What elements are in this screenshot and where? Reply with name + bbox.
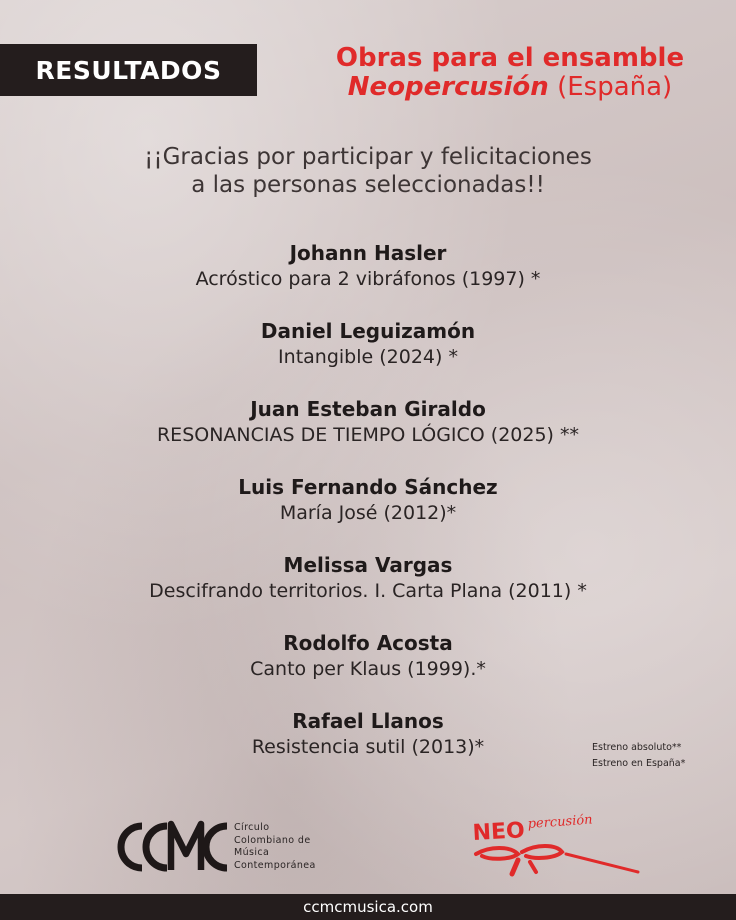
work-title: Resistencia sutil (2013)* (251, 736, 485, 758)
list-item (0, 240, 736, 318)
work-title: Canto per Klaus (1999).* (250, 658, 486, 680)
list-item (0, 396, 736, 474)
list-item (0, 474, 736, 552)
composer-name: Rafael Llanos (292, 709, 444, 733)
composer-name: Johann Hasler (289, 241, 447, 265)
composer-name: Juan Esteban Giraldo (250, 397, 486, 421)
neopercusion-logo (470, 810, 645, 882)
thanks-line1: ¡¡Gracias por participar y felicitaciones (144, 144, 592, 170)
work-title: RESONANCIAS DE TIEMPO LÓGICO (2025) ** (156, 424, 580, 446)
ensemble-name: Neopercusión (347, 72, 549, 102)
legend (592, 740, 685, 772)
ccmc-line3: Música (234, 847, 270, 858)
thanks-line2: a las personas seleccionadas!! (191, 172, 545, 198)
composer-name: Luis Fernando Sánchez (238, 475, 498, 499)
header-country: (España) (548, 72, 673, 102)
header-line1: Obras para el ensamble (335, 43, 685, 73)
legend-spain-premiere: Estreno en España* (592, 758, 686, 769)
list-item (0, 318, 736, 396)
ccmc-line2: Colombiano de (234, 834, 311, 846)
work-title: María José (2012)* (279, 502, 457, 524)
list-item (0, 552, 736, 630)
header-line2 (300, 73, 720, 102)
ccmc-name (234, 822, 316, 872)
composer-name: Rodolfo Acosta (283, 631, 453, 655)
thanks-message (0, 143, 736, 199)
ccmc-logo (115, 818, 230, 876)
list-item (0, 630, 736, 708)
results-badge: RESULTADOS (0, 44, 257, 96)
composer-name: Melissa Vargas (283, 553, 453, 577)
legend-world-premiere: Estreno absoluto** (592, 742, 682, 753)
svg-text:NEO: NEO (472, 818, 526, 846)
work-title: Acróstico para 2 vibráfonos (1997) * (195, 268, 541, 290)
work-title: Intangible (2024) * (278, 346, 458, 368)
work-title: Descifrando territorios. I. Carta Plana (2011) * (149, 580, 587, 602)
ccmc-line1: Círculo (234, 822, 270, 833)
composer-name: Daniel Leguizamón (260, 319, 476, 343)
page-header (300, 44, 720, 102)
footer-url: ccmcmusica.com (0, 894, 736, 920)
selection-list (0, 240, 736, 786)
svg-text:percusión: percusión (527, 812, 594, 832)
ccmc-line4: Contemporánea (234, 859, 316, 871)
